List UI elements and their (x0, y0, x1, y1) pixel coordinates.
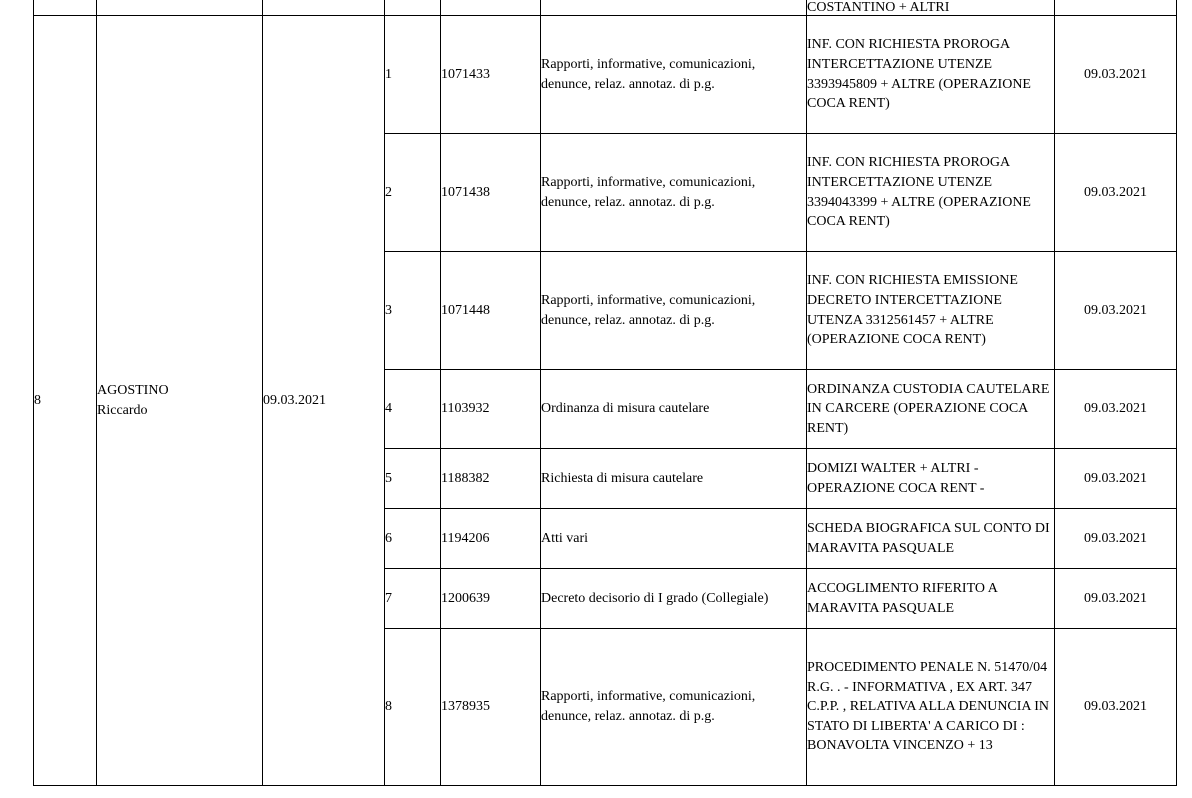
entry-number: 8 (34, 16, 97, 786)
prev-cell-description (807, 0, 1055, 16)
doc-id: 1103932 (441, 370, 541, 449)
doc-seq: 6 (385, 509, 441, 569)
doc-id: 1194206 (441, 509, 541, 569)
doc-description: PROCEDIMENTO PENALE N. 51470/04 R.G. . - INFORMATIVA , EX ART. 347 C.P.P. , RELATIVA ALLA DENUNCIA IN STATO DI LIBERTA' A CARICO DI : BONAVOLTA VINCENZO + 13 (807, 629, 1055, 786)
doc-id: 1071448 (441, 252, 541, 370)
prev-cell-number (34, 0, 97, 16)
doc-type: Rapporti, informative, comunicazioni, denunce, relaz. annotaz. di p.g. (541, 16, 807, 134)
doc-date: 09.03.2021 (1055, 629, 1177, 786)
prev-cell-seq (385, 0, 441, 16)
doc-type: Ordinanza di misura cautelare (541, 370, 807, 449)
doc-description: SCHEDA BIOGRAFICA SUL CONTO DI MARAVITA PASQUALE (807, 509, 1055, 569)
doc-type: Richiesta di misura cautelare (541, 449, 807, 509)
table-row (34, 16, 1177, 134)
doc-id: 1378935 (441, 629, 541, 786)
doc-type: Rapporti, informative, comunicazioni, denunce, relaz. annotaz. di p.g. (541, 134, 807, 252)
doc-date: 09.03.2021 (1055, 569, 1177, 629)
doc-id: 1188382 (441, 449, 541, 509)
doc-type: Rapporti, informative, comunicazioni, denunce, relaz. annotaz. di p.g. (541, 629, 807, 786)
doc-id: 1071433 (441, 16, 541, 134)
doc-seq: 8 (385, 629, 441, 786)
doc-date: 09.03.2021 (1055, 370, 1177, 449)
records-table (33, 0, 1177, 786)
prev-cell-name (97, 0, 263, 16)
doc-description: INF. CON RICHIESTA EMISSIONE DECRETO INTERCETTAZIONE UTENZA 3312561457 + ALTRE (OPERAZIONE COCA RENT) (807, 252, 1055, 370)
doc-type: Rapporti, informative, comunicazioni, denunce, relaz. annotaz. di p.g. (541, 252, 807, 370)
doc-description: INF. CON RICHIESTA PROROGA INTERCETTAZIONE UTENZE 3393945809 + ALTRE (OPERAZIONE COCA RENT) (807, 16, 1055, 134)
prev-cell-date (263, 0, 385, 16)
doc-seq: 3 (385, 252, 441, 370)
doc-seq: 5 (385, 449, 441, 509)
person-name (97, 16, 263, 786)
prev-description-tail: COSTANTINO + ALTRI (807, 0, 950, 15)
doc-date: 09.03.2021 (1055, 134, 1177, 252)
doc-type: Decreto decisorio di I grado (Collegiale) (541, 569, 807, 629)
doc-seq: 4 (385, 370, 441, 449)
doc-type: Atti vari (541, 509, 807, 569)
doc-description: ORDINANZA CUSTODIA CAUTELARE IN CARCERE (OPERAZIONE COCA RENT) (807, 370, 1055, 449)
doc-date: 09.03.2021 (1055, 252, 1177, 370)
doc-description: ACCOGLIMENTO RIFERITO A MARAVITA PASQUALE (807, 569, 1055, 629)
doc-date: 09.03.2021 (1055, 449, 1177, 509)
previous-entry-row (34, 0, 1177, 16)
doc-description: INF. CON RICHIESTA PROROGA INTERCETTAZIONE UTENZE 3394043399 + ALTRE (OPERAZIONE COCA RENT) (807, 134, 1055, 252)
doc-description: DOMIZI WALTER + ALTRI - OPERAZIONE COCA RENT - (807, 449, 1055, 509)
doc-date: 09.03.2021 (1055, 16, 1177, 134)
prev-cell-id (441, 0, 541, 16)
doc-id: 1071438 (441, 134, 541, 252)
doc-date: 09.03.2021 (1055, 509, 1177, 569)
entry-date: 09.03.2021 (263, 16, 385, 786)
prev-cell-doc-date (1055, 0, 1177, 16)
person-surname: AGOSTINO (97, 382, 169, 398)
doc-seq: 1 (385, 16, 441, 134)
prev-cell-type (541, 0, 807, 16)
doc-seq: 2 (385, 134, 441, 252)
person-firstname: Riccardo (97, 402, 148, 418)
doc-id: 1200639 (441, 569, 541, 629)
doc-seq: 7 (385, 569, 441, 629)
